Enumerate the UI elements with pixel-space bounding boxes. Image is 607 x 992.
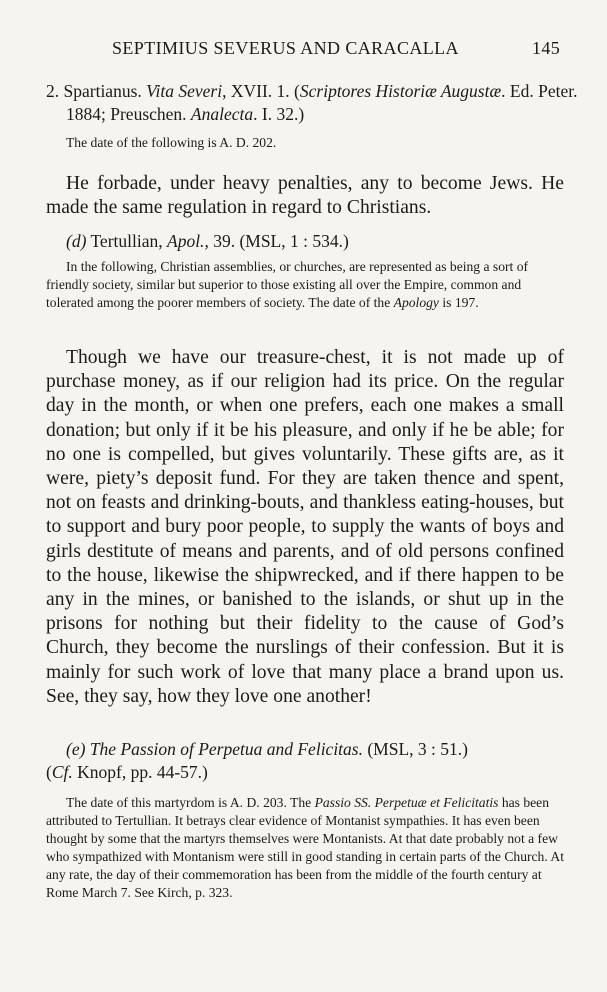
- citation-end: . I. 32.): [253, 104, 305, 124]
- citation-ref-d: , 39. (MSL, 1 : 534.): [204, 231, 349, 251]
- citation-spartianus: [46, 80, 584, 126]
- citation-analecta: Analecta: [190, 104, 254, 124]
- citation-apol: Apol.: [167, 231, 205, 251]
- citation-prefix: 2. Spartianus.: [46, 81, 147, 101]
- citation-perpetua: [46, 738, 564, 784]
- note-work-apology: Apology: [393, 295, 439, 310]
- note-e-2: has been attributed to Tertullian. It betrays clear evidence of Montanist sympathies. It has even been thought by some that the martyrs themselves were Montanists. At that date probably not a few who sympathized with Montanism were still in good standing in certain parts of the Church. At any rate, the day of their commemoration has been from the middle of the fourth century at Rome March 7. See Kirch, p. 323.: [46, 795, 564, 900]
- text-spartianus: He forbade, under heavy penalties, any to become Jews. He made the same regulation in regard to Christians.: [46, 173, 564, 219]
- citation-author: Tertullian,: [86, 231, 167, 251]
- citation-cf-ref: Knopf, pp. 44-57.): [72, 762, 208, 782]
- note-e-work: Passio SS. Perpetuæ et Felicitatis: [314, 795, 499, 810]
- citation-tertullian: [46, 230, 564, 253]
- citation-title-e: The Passion of Perpetua and Felicitas.: [85, 739, 363, 759]
- text-tertullian: Though we have our treasure-chest, it is not made up of purchase money, as if our religion had its price. On the regular day in the month, or when one prefers, each one makes a small donation; but only if it be his pleasure, and only if he be able; for no one is compelled, but gives voluntarily. These gifts are, as it were, piety’s deposit fund. For they are taken thence and spent, not on feasts and drinking-bouts, and thankless eating-houses, but to support and bury poor people, to supply the wants of boys and girls destitute of means and parents, and of old persons confined to the house, likewise the shipwrecked, and if there happen to be any in the mines, or banished to the islands, or shut up in the prisons for nothing but their fidelity to the cause of God’s Church, they become the nurslings of their confession. But it is mainly for such work of love that many place a brand upon us. See, they say, how they love one another!: [46, 347, 564, 707]
- citation-series: Scriptores Historiæ Augustæ: [299, 81, 502, 101]
- citation-label-d: (d): [66, 231, 87, 251]
- citation-edition: . Ed. Peter. 1884; Preuschen.: [66, 81, 578, 124]
- citation-ref: , XVII. 1. (: [222, 81, 300, 101]
- page-number: 145: [532, 38, 561, 58]
- citation-ref-e: (MSL, 3 : 51.): [362, 739, 468, 759]
- citation-cf: Cf.: [51, 762, 73, 782]
- citation-work: Vita Severi: [146, 81, 223, 101]
- citation-label-e: (e): [66, 739, 86, 759]
- note-perpetua: [46, 794, 564, 902]
- note-tertullian: [46, 258, 564, 312]
- running-title: SEPTIMIUS SEVERUS AND CARACALLA: [112, 38, 459, 58]
- cf-open: (: [46, 762, 52, 782]
- note-before: In the following, Christian assemblies, or churches, are represented as being a sort of friendly society, similar but superior to those existing all over the Empire, common and tolerated among the poorer members of society. The date of the: [46, 259, 529, 310]
- note-after: is 197.: [438, 295, 479, 310]
- date-note-202: The date of the following is A. D. 202.: [66, 135, 277, 150]
- note-e-1: The date of this martyrdom is A. D. 203. The: [66, 795, 315, 810]
